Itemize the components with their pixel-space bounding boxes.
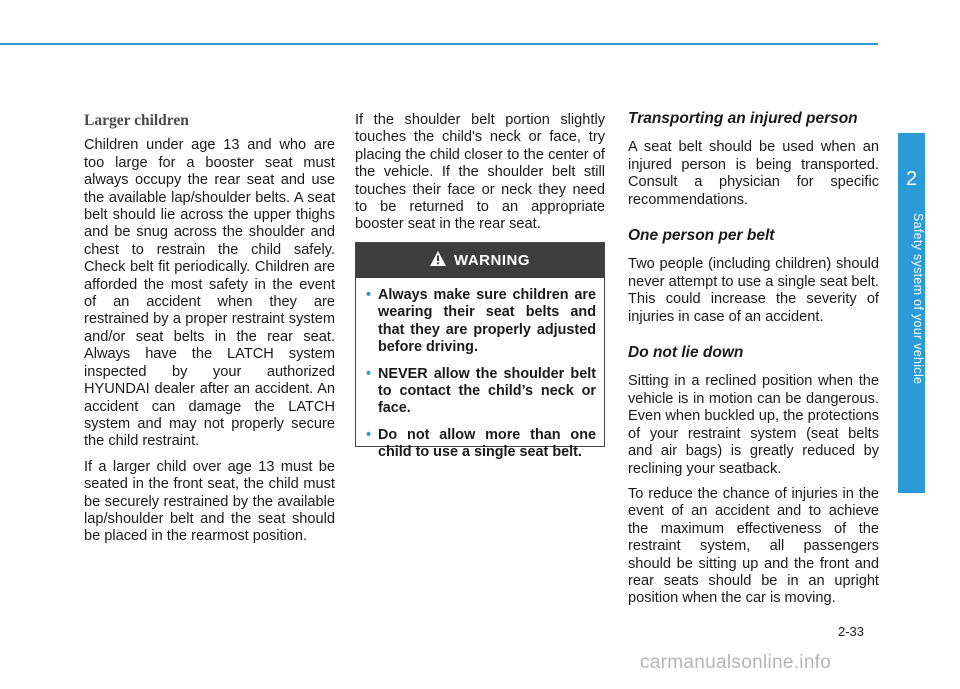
heading-one-person-per-belt: One person per belt: [628, 227, 775, 245]
warning-item: [366, 427, 596, 462]
warning-triangle-icon: [430, 251, 446, 270]
warning-list: [356, 278, 604, 462]
left-column: [84, 112, 335, 554]
heading-do-not-lie-down: Do not lie down: [628, 344, 744, 362]
paragraph: Children under age 13 and who are too large for a booster seat must always occupy the rear seat and use the available lap/shoulder belts. A seat belt should lie across the upper thighs and be snug across the shoulder and chest to restrain the child safely. Check belt fit periodically. Children are afforded the most safety in the event of an accident when they are restrained by a proper restraint system and/or seat belts in the rear seat. Always have the LATCH system inspected by your authorized HYUNDAI dealer after an accident. An accident can damage the LATCH system and may not properly secure the child restraint.: [84, 137, 335, 450]
warning-item-text: Do not allow more than one child to use a single seat belt.: [378, 426, 596, 461]
warning-item-text: Always make sure children are wearing their seat belts and that they are properly adjusted before driving.: [378, 287, 596, 356]
subheading-larger-children: Larger children: [84, 112, 189, 129]
paragraph: Sitting in a reclined position when the vehicle is in motion can be dangerous. Even when buckled up, the protections of your restraint system (seat belts and air bags) is greatly reduced by reclining your seatback.: [628, 373, 879, 477]
chapter-title: Safety system of your vehicle: [911, 213, 925, 385]
warning-item-text: NEVER allow the shoulder belt to contact the child’s neck or face.: [378, 365, 596, 417]
bullet-icon: •: [366, 426, 372, 443]
warning-header: [356, 243, 604, 278]
paragraph: If a larger child over age 13 must be seated in the front seat, the child must be securely restrained by the available lap/shoulder belt and the seat should be placed in the rearmost position.: [84, 458, 335, 545]
middle-column: [355, 112, 605, 242]
bullet-icon: •: [366, 365, 372, 382]
warning-title: WARNING: [454, 252, 530, 269]
paragraph: A seat belt should be used when an injured person is being transported. Consult a physician for specific recommendations.: [628, 139, 879, 208]
chapter-number: 2: [905, 168, 918, 190]
page-number: 2-33: [838, 624, 865, 639]
paragraph: If the shoulder belt portion slightly touches the child's neck or face, try placing the child closer to the center of the vehicle. If the shoulder belt still touches their face or neck they need to be returned to an appropriate booster seat in the rear seat.: [355, 112, 605, 233]
watermark: carmanualsonline.info: [640, 652, 832, 673]
warning-item: [366, 366, 596, 418]
warning-box: [355, 242, 605, 461]
bullet-icon: •: [366, 287, 372, 303]
right-column: [628, 110, 879, 616]
paragraph: To reduce the chance of injuries in the event of an accident and to achieve the maximum effectiveness of the restraint system, all passengers should be sitting up and the front and rear seats should be in an upright position when the car is moving.: [628, 485, 879, 607]
warning-item: [366, 287, 596, 357]
header-rule: [0, 43, 878, 45]
paragraph: Two people (including children) should never attempt to use a single seat belt. This could increase the severity of injuries in case of an accident.: [628, 256, 879, 325]
heading-transporting-injured: Transporting an injured person: [628, 110, 858, 127]
